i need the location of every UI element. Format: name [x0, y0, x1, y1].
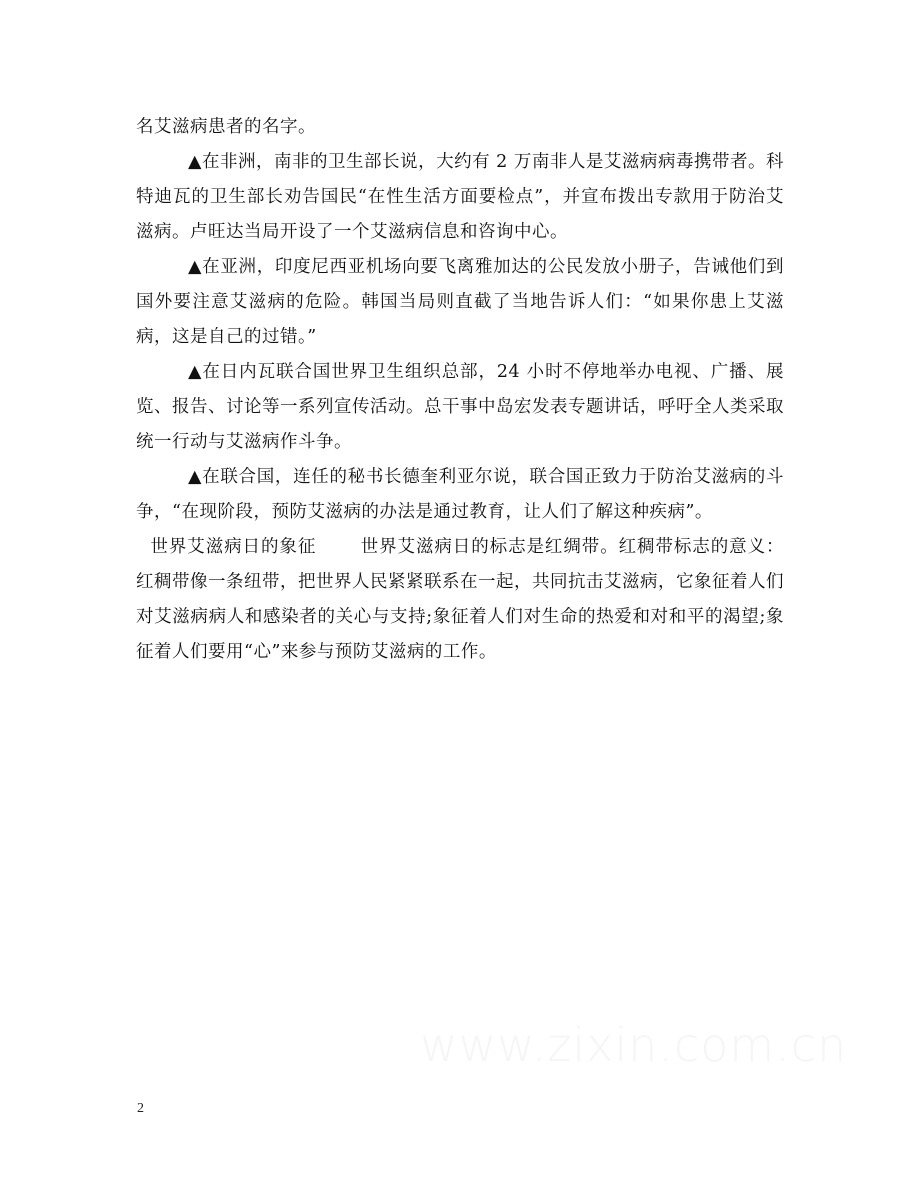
paragraph-africa: ▲在非洲，南非的卫生部长说，大约有 2 万南非人是艾滋病病毒携带者。科特迪瓦的卫生部长劝告国民“在性生活方面要检点”，并宣布拨出专款用于防治艾滋病。卢旺达当局开设了一个艾滋病信息和咨询中心。	[136, 152, 784, 242]
symbol-heading: 世界艾滋病日的象征	[150, 537, 317, 557]
paragraph-un: ▲在联合国，连任的秘书长德奎利亚尔说，联合国正致力于防治艾滋病的斗争，“在现阶段，预防艾滋病的办法是通过教育，让人们了解这种疾病”。	[136, 467, 784, 522]
paragraph-continued: 名艾滋病患者的名字。	[136, 117, 316, 137]
watermark: www.zixin.com.cn	[420, 1018, 848, 1072]
paragraph-geneva: ▲在日内瓦联合国世界卫生组织总部，24 小时不停地举办电视、广播、展览、报告、讨论等一系列宣传活动。总干事中岛宏发表专题讲话，呼吁全人类采取统一行动与艾滋病作斗争。	[136, 362, 784, 452]
paragraph-asia: ▲在亚洲，印度尼西亚机场向要飞离雅加达的公民发放小册子，告诫他们到国外要注意艾滋病的危险。韩国当局则直截了当地告诉人们：“如果你患上艾滋病，这是自己的过错。”	[136, 257, 784, 347]
paragraph-symbol	[136, 530, 784, 670]
page-number: 2	[137, 1101, 144, 1116]
document-body	[136, 110, 784, 670]
symbol-text: 世界艾滋病日的标志是红绸带。红稠带标志的意义：红稠带像一条纽带，把世界人民紧紧联系在一起，共同抗击艾滋病，它象征着人们对艾滋病病人和感染者的关心与支持;象征着人们对生命的热爱和对和平的渴望;象征着人们要用“心”来参与预防艾滋病的工作。	[136, 537, 785, 662]
